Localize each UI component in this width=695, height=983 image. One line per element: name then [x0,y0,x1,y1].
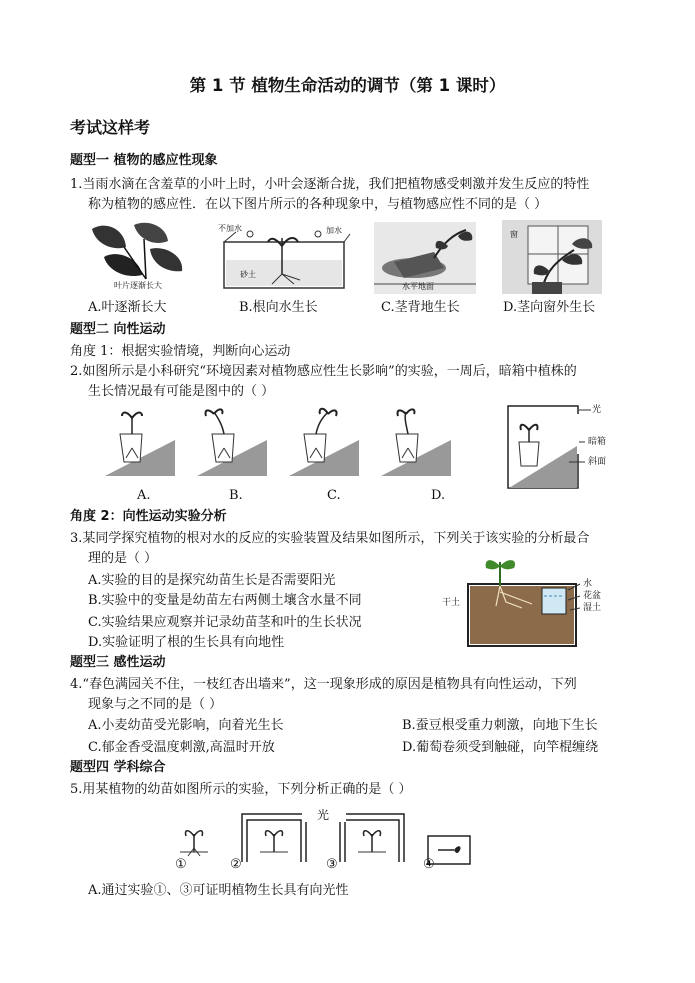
q1-image-d [502,220,602,294]
q5-num-3: ③ [326,857,338,872]
q2-line2: 生长情况最有可能是图中的（ ） [88,384,275,399]
q3-label-water: 水 [583,579,593,589]
q5-num-4: ④ [423,857,435,872]
q1-image-a [84,219,194,293]
q3-line1: 3.某同学探究植物的根对水的反应的实验装置及结果如图所示，下列关于该实验的分析最合 [70,531,590,546]
q1-image-b-label-right: 加水 [326,226,342,235]
q2-fig-b [197,409,267,476]
q4-option-a: A.小麦幼苗受光影响，向着光生长 [88,718,284,733]
q5-light-label: 光 [317,808,330,822]
q2-options-figure [100,404,480,484]
q3-option-a: A.实验的目的是探究幼苗生长是否需要阳光 [88,573,336,588]
type2-heading: 题型二 向性运动 [70,322,166,337]
q4-option-b: B.蚕豆根受重力刺激，向地下生长 [402,718,598,733]
q3-option-c: C.实验结果应观察并记录幼苗茎和叶的生长状况 [88,615,362,630]
q2-box-slope: 斜面 [588,457,607,467]
q1-option-b: B.根向水生长 [239,300,318,315]
q1-option-a: A.叶逐渐长大 [88,300,167,315]
q5-line1: 5.用某植物的幼苗如图所示的实验，下列分析正确的是（ ） [70,782,412,797]
q3-option-b: B.实验中的变量是幼苗左右两侧土壤含水量不同 [88,593,362,608]
q1-image-a-label: 叶片逐渐长大 [114,281,162,290]
section-heading: 考试这样考 [70,118,151,137]
q5-fig-2 [242,814,306,862]
q1-image-b-soil: 砂土 [240,270,256,279]
q3-option-d: D.实验证明了根的生长具有向地性 [88,635,285,650]
type1-heading: 题型一 植物的感应性现象 [70,153,218,168]
q5-option-a: A.通过实验①、③可证明植物生长具有向光性 [88,883,349,898]
q1-option-d: D.茎向窗外生长 [503,300,596,315]
q3-label-pot: 花盆 [583,591,602,601]
q2-darkbox-figure [507,404,579,490]
q1-line2: 称为植物的感应性．在以下图片所示的各种现象中，与植物感应性不同的是（ ） [88,197,548,212]
q3-figure [462,556,592,652]
q1-option-c: C.茎背地生长 [381,300,460,315]
angle2-label: 角度 2：向性运动实验分析 [70,509,227,524]
page-title: 第 1 节 植物生命活动的调节（第 1 课时） [189,76,506,95]
q4-option-d: D.葡萄卷须受到触碰，向竿棍缠绕 [402,740,599,755]
q2-box-darkbox: 暗箱 [588,437,607,447]
q3-label-dry: 干土 [442,598,461,608]
q3-label-wet: 湿土 [583,603,602,613]
q5-num-2: ② [230,857,242,872]
q4-option-c: C.郁金香受温度刺激,高温时开放 [88,740,275,755]
q2-label-a: A. [137,488,151,503]
q3-line2: 理的是（ ） [88,551,158,566]
q4-line2: 现象与之不同的是（ ） [88,697,223,712]
q5-fig-1 [180,831,208,856]
q2-line1: 2.如图所示是小科研究“环境因素对植物感应性生长影响”的实验，一周后，暗箱中植株的 [70,364,577,379]
angle1-label: 角度 1：根据实验情境，判断向心运动 [70,344,291,359]
q1-image-b [214,224,350,292]
q2-label-d: D. [431,488,446,503]
q1-image-b-label-left: 不加水 [218,224,242,233]
type4-heading: 题型四 学科综合 [70,760,166,775]
q1-image-c [374,222,476,294]
q1-image-c-label: 水平地面 [402,282,434,291]
q4-line1: 4.“春色满园关不住，一枝红杏出墙来”，这一现象形成的原因是植物具有向性运动，下列 [70,677,577,692]
q5-num-1: ① [175,857,187,872]
q2-fig-c [289,409,359,476]
q1-line1: 1.当雨水滴在含羞草的小叶上时，小叶会逐渐合拢，我们把植物感受刺激并发生反应的特性 [70,177,590,192]
type3-heading: 题型三 感性运动 [70,655,166,670]
q1-image-d-label: 窗 [510,230,518,239]
q2-label-b: B. [229,488,243,503]
q2-fig-d [381,409,451,476]
q2-label-c: C. [327,488,341,503]
q2-box-light: 光 [592,405,602,415]
q2-fig-a [105,413,175,477]
